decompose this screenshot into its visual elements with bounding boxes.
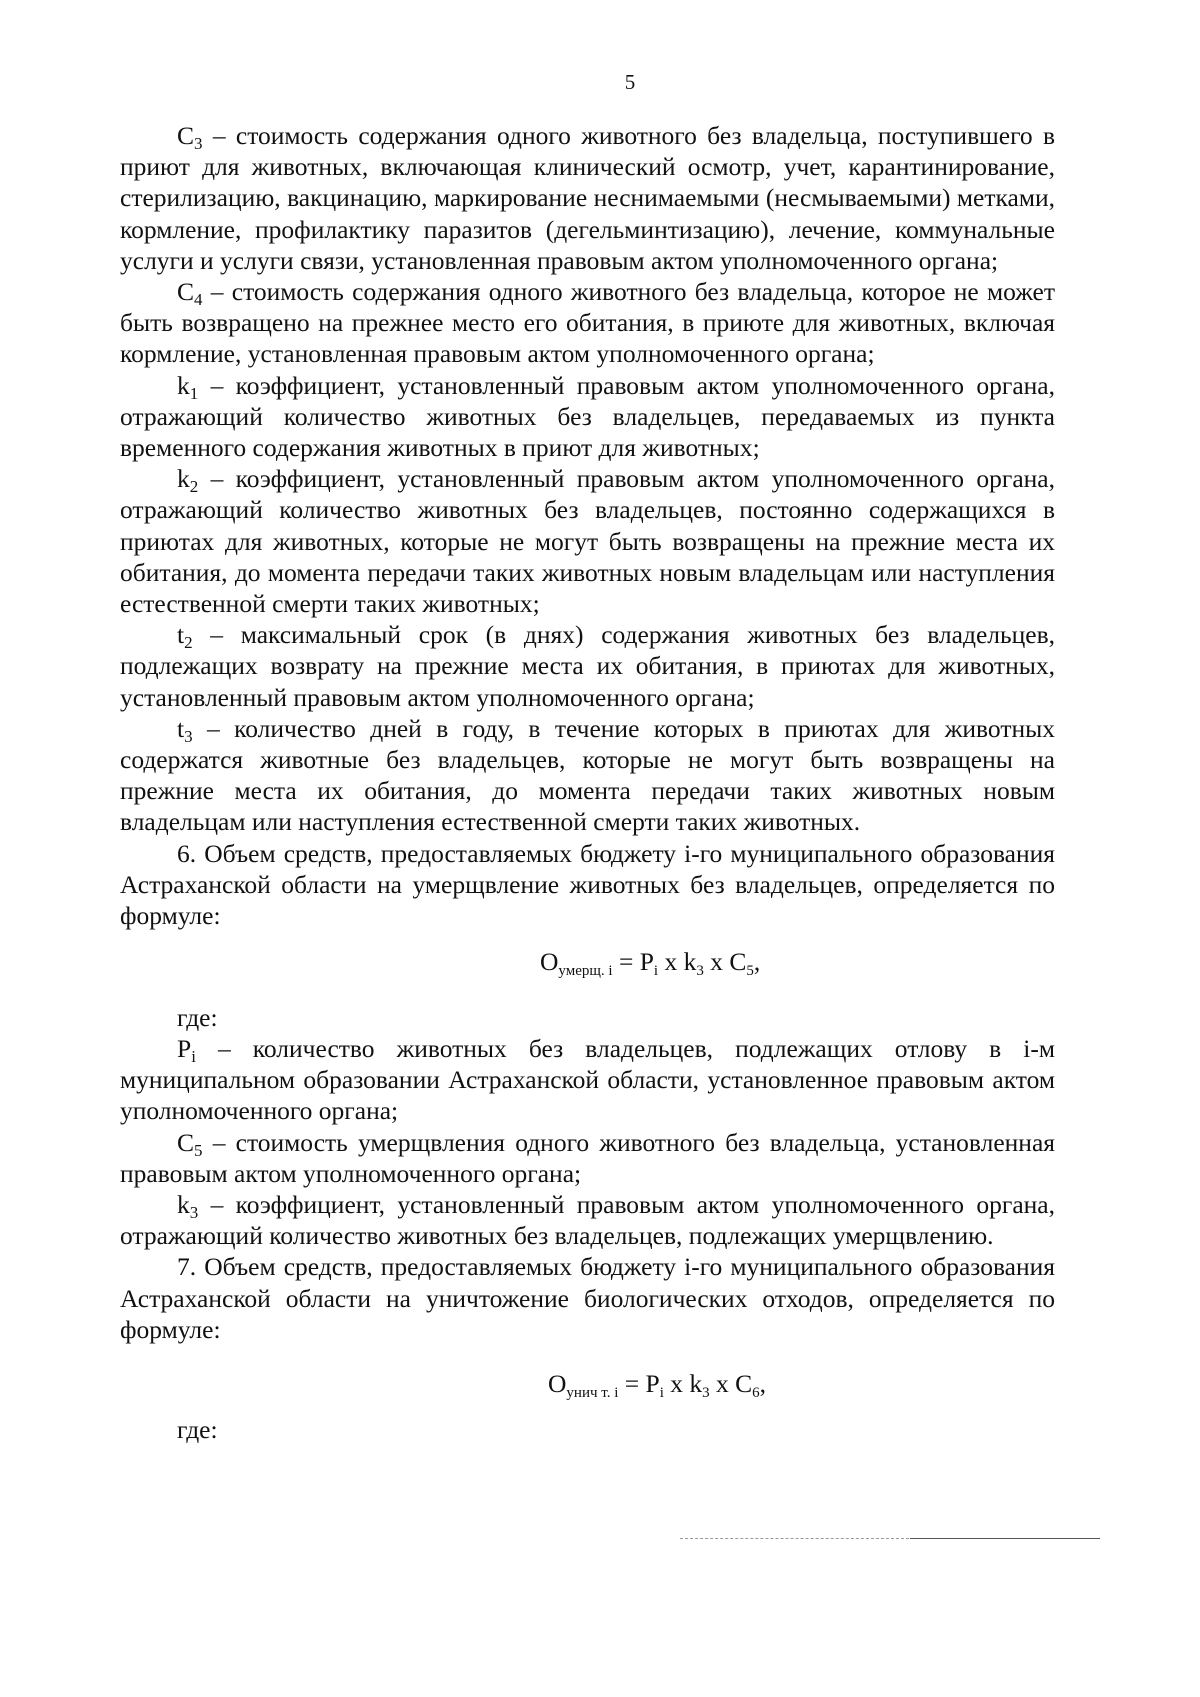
symbol-c5: C xyxy=(177,1127,195,1157)
formula-disposal xyxy=(548,1368,766,1409)
formula-2-lhs: О xyxy=(548,1369,567,1398)
formula-2-term-p: = P xyxy=(618,1369,660,1398)
formula-2-term-k: х k xyxy=(663,1369,703,1398)
formula-euthanasia xyxy=(540,946,760,987)
paragraph-k1-text: – коэффициент, установленный правовым актом уполномоченного органа, отражающий количество животных без владельцев, передаваемых из пункта временного содержания животных в приют для животных; xyxy=(120,370,1055,463)
symbol-t3-subscript: 3 xyxy=(184,726,193,746)
formula-1-term-c: х C xyxy=(703,947,747,976)
paragraph-k3 xyxy=(120,1189,1055,1251)
symbol-c3: C xyxy=(177,121,195,150)
formula-1-tail: , xyxy=(753,947,761,976)
symbol-k3-subscript: 3 xyxy=(189,1203,199,1223)
paragraph-6: 6. Объем средств, предоставляемых бюджету i-го муниципального образования Астраханской области на умерщвление животных без владельцев, определяется по формуле: xyxy=(120,838,1055,931)
formula-2-term-p-subscript: i xyxy=(659,1385,664,1401)
symbol-k1-subscript: 1 xyxy=(189,383,199,403)
where-label-1: где: xyxy=(177,1003,218,1032)
symbol-c3-subscript: 3 xyxy=(194,134,203,153)
symbol-k1: k xyxy=(177,370,190,400)
footer-solid-rule xyxy=(910,1538,1100,1539)
body-text-block-1 xyxy=(120,120,1055,931)
paragraph-c5-text: – стоимость умерщвления одного животного без владельца, установленная правовым актом уполномоченного органа; xyxy=(120,1127,1055,1188)
formula-1-lhs: О xyxy=(540,947,559,976)
paragraph-k2-text: – коэффициент, установленный правовым актом уполномоченного органа, отражающий количество животных без владельцев, постоянно содержащихся в приютах для животных, которые не могут быть возвращены на прежние места их обитания, до момента передачи таких животных новым владельцам или наступления естественной смерти таких животных; xyxy=(120,464,1055,619)
symbol-pi: P xyxy=(177,1034,192,1063)
formula-2-tail: , xyxy=(759,1369,767,1398)
symbol-c4-subscript: 4 xyxy=(194,290,203,310)
symbol-pi-subscript: i xyxy=(191,1047,196,1066)
symbol-t2: t xyxy=(177,620,185,650)
symbol-t3: t xyxy=(177,713,185,743)
paragraph-c4-text: – стоимость содержания одного животного без владельца, которое не может быть возвращено на прежнее место его обитания, в приюте для животных, включая кормление, установленная правовым актом уполномоченного органа; xyxy=(120,277,1055,369)
where-label-2: где: xyxy=(177,1415,218,1444)
paragraph-pi-text: – количество животных без владельцев, подлежащих отлову в i-м муниципальном образовании Астраханской области, установленное правовым актом уполномоченного органа; xyxy=(120,1034,1055,1126)
formula-1-term-c-subscript: 5 xyxy=(746,963,754,979)
paragraph-k2 xyxy=(120,463,1055,619)
symbol-k2: k xyxy=(177,464,190,494)
formula-2-term-c: х C xyxy=(709,1369,753,1398)
formula-2-term-k-subscript: 3 xyxy=(702,1385,710,1401)
paragraph-c3-text: – стоимость содержания одного животного без владельца, поступившего в приют для животных, включающая клинический осмотр, учет, карантинирование, стерилизацию, вакцинацию, маркирование неснимаемыми (несмываемыми) метками, кормление, профилактику паразитов (дегельминтизацию), лечение, коммунальные услуги и услуги связи, установленная правовым актом уполномоченного органа; xyxy=(120,121,1055,275)
symbol-k3: k xyxy=(177,1190,190,1220)
body-text-block-2 xyxy=(120,1033,1055,1345)
paragraph-pi xyxy=(120,1033,1055,1127)
paragraph-t3-text: – количество дней в году, в течение которых в приютах для животных содержатся животные без владельцев, которые не могут быть возвращены на прежние места их обитания, до момента передачи таких животных новым владельцам или наступления естественной смерти таких животных. xyxy=(120,713,1055,837)
paragraph-c5 xyxy=(120,1127,1055,1189)
paragraph-c3 xyxy=(120,120,1055,276)
paragraph-k3-text: – коэффициент, установленный правовым актом уполномоченного органа, отражающий количество животных без владельцев, подлежащих умерщвлению. xyxy=(120,1190,1055,1251)
formula-2-lhs-subscript: унич т. i xyxy=(566,1385,619,1401)
symbol-k2-subscript: 2 xyxy=(189,477,199,497)
paragraph-t2-text: – максимальный срок (в днях) содержания животных без владельцев, подлежащих возврату на прежние места их обитания, в приютах для животных, установленный правовым актом уполномоченного органа; xyxy=(120,620,1055,712)
symbol-c4: C xyxy=(177,277,195,307)
formula-1-term-p: = P xyxy=(612,947,654,976)
page-number: 5 xyxy=(624,70,636,94)
paragraph-t2 xyxy=(120,619,1055,713)
symbol-t2-subscript: 2 xyxy=(184,633,193,653)
paragraph-7: 7. Объем средств, предоставляемых бюджету i-го муниципального образования Астраханской области на уничтожение биологических отходов, определяется по формуле: xyxy=(120,1252,1055,1344)
paragraph-t3 xyxy=(120,713,1055,838)
symbol-c5-subscript: 5 xyxy=(194,1140,203,1160)
formula-2-term-c-subscript: 6 xyxy=(752,1385,760,1401)
paragraph-k1 xyxy=(120,370,1055,464)
formula-1-term-p-subscript: i xyxy=(653,963,659,979)
formula-1-term-k: х k xyxy=(658,947,697,976)
formula-1-term-k-subscript: 3 xyxy=(696,963,704,979)
paragraph-c4 xyxy=(120,276,1055,370)
formula-1-lhs-subscript: умерщ. i xyxy=(558,963,613,979)
